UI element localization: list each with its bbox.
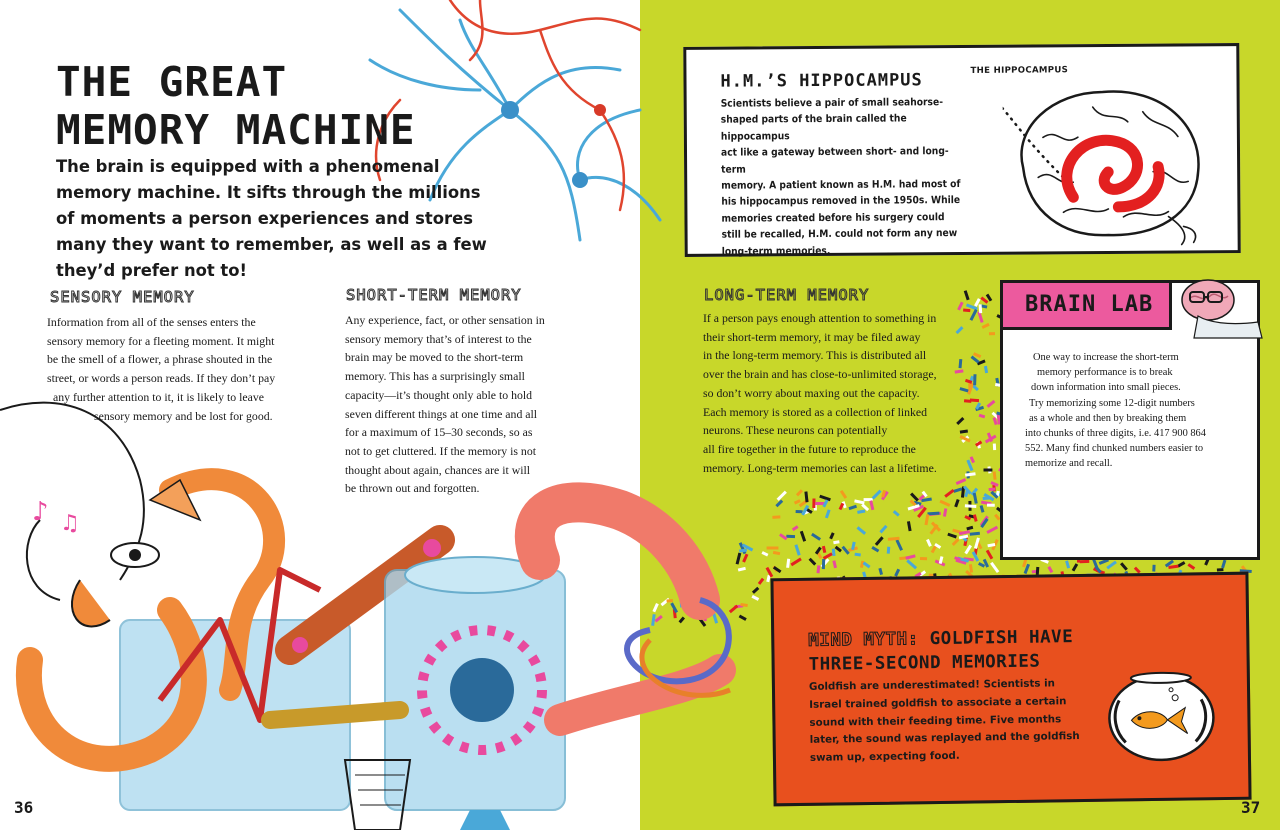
- memory-machine-illustration: [0, 390, 780, 830]
- text-line: be the smell of a flower, a phrase shouted in the: [47, 352, 273, 367]
- brain-lab-title: BRAIN LAB: [1025, 292, 1154, 317]
- intro-paragraph: The brain is equipped with a phenomenal memory machine. It sifts through the millions of moments a person experiences and stores many they want to remember, as well as a few they’d prefer not to!: [56, 157, 487, 280]
- text-line: their short-term memory, it may be filed away: [703, 329, 921, 344]
- brain-lab-header: [1000, 280, 1172, 330]
- text-line: If a person pays enough attention to something in: [703, 311, 937, 325]
- text-line: his hippocampus removed in the 1950s. While: [721, 195, 961, 209]
- goldfish-bowl-illustration: [1101, 659, 1222, 765]
- text-line: Any experience, fact, or other sensation in: [345, 313, 545, 327]
- text-line: One way to increase the short-term: [1033, 352, 1179, 363]
- text-line: Each memory is stored as a collection of linked: [703, 404, 928, 419]
- music-note-icon: ♪: [32, 497, 49, 527]
- mind-myth-text: [809, 675, 1100, 768]
- text-line: capacity—it’s thought only able to hold: [345, 387, 533, 402]
- text-line: all fire together in the future to reproduce the: [703, 441, 916, 456]
- text-line: as a whole and then by breaking them: [1029, 412, 1187, 424]
- text-line: memories created before his surgery could: [721, 211, 945, 225]
- mind-myth-headline: [808, 625, 1074, 677]
- text-line: long-term memories.: [721, 245, 831, 258]
- text-line: still be recalled, H.M. could not form any new: [721, 228, 958, 241]
- brain-scientist-illustration: [1168, 272, 1264, 340]
- mind-myth-label: MIND MYTH:: [808, 629, 919, 651]
- title-line-1: THE GREAT: [56, 58, 288, 106]
- text-line: thought about again, chances are it will: [345, 462, 531, 477]
- text-line: brain may be moved to the short-term: [345, 350, 524, 365]
- text-line: so don’t worry about maxing out the capacity.: [703, 385, 920, 400]
- text-line: Try memorizing some 12-digit numbers: [1029, 397, 1195, 409]
- mind-myth-headline-1: GOLDFISH HAVE: [929, 627, 1074, 650]
- text-line: over the brain and has close-to-unlimited storage,: [703, 367, 937, 382]
- text-line: Israel trained goldfish to associate a certain: [809, 695, 1067, 711]
- text-line: Goldfish are underestimated! Scientists in: [808, 677, 1056, 693]
- title-line-2: MEMORY MACHINE: [56, 106, 416, 154]
- hm-hippocampus-box: [683, 43, 1240, 257]
- text-line: not to get cluttered. If the memory is not: [345, 443, 536, 458]
- long-term-memory-heading: LONG-TERM MEMORY: [704, 286, 870, 304]
- text-line: memorize and recall.: [1025, 458, 1113, 470]
- text-line: street, or words a person reads. If they don’t pay: [47, 371, 276, 386]
- text-line: in the long-term memory. This is distributed all: [703, 348, 927, 363]
- mind-myth-box: [770, 572, 1251, 807]
- text-line: any further attention to it, it is likely to leave: [53, 389, 264, 404]
- text-line: sensory memory and be lost for good.: [94, 408, 273, 423]
- page-number-left: 36: [14, 798, 34, 817]
- text-line: for a maximum of 15–30 seconds, so as: [345, 425, 533, 440]
- text-line: sensory memory that’s of interest to the: [345, 331, 532, 346]
- sensory-memory-heading: SENSORY MEMORY: [50, 288, 195, 306]
- text-line: later, the sound was replayed and the goldfish: [809, 730, 1080, 747]
- text-line: memory. Long-term memories can last a lifetime.: [703, 460, 937, 475]
- text-line: sound with their feeding time. Five months: [809, 712, 1062, 729]
- page-number-right: 37: [1241, 798, 1261, 817]
- text-line: into chunks of three digits, i.e. 417 900 864: [1025, 428, 1206, 440]
- mind-myth-headline-2: THREE-SECOND MEMORIES: [808, 651, 1041, 675]
- text-line: memory. This has a surprisingly small: [345, 369, 525, 384]
- hippocampus-label: THE HIPPOCAMPUS: [970, 65, 1069, 76]
- brain-lab-text: [1025, 350, 1225, 472]
- text-line: seven different things at one time and all: [345, 406, 538, 421]
- text-line: Information from all of the senses enters the: [47, 315, 256, 329]
- short-term-memory-heading: SHORT-TERM MEMORY: [346, 286, 522, 304]
- hm-hippocampus-title: H.M.’S HIPPOCAMPUS: [720, 70, 923, 92]
- text-line: memory performance is to break: [1037, 367, 1173, 379]
- brain-hippocampus-illustration: [1002, 76, 1213, 247]
- text-line: 552. Many find chunked numbers easier to: [1025, 443, 1204, 455]
- text-line: swam up, expecting food.: [809, 749, 960, 765]
- text-line: neurons. These neurons can potentially: [703, 423, 888, 438]
- page-title: [56, 58, 416, 154]
- music-note-icon: ♫: [60, 511, 80, 536]
- text-line: Scientists believe a pair of small seahorse-: [720, 97, 944, 110]
- text-line: be thrown out and forgotten.: [345, 481, 480, 496]
- text-line: act like a gateway between short- and long-term: [720, 146, 949, 176]
- text-line: memory. A patient known as H.M. had most of: [721, 179, 961, 192]
- text-line: sensory memory for a fleeting moment. It might: [47, 333, 275, 348]
- hm-hippocampus-text: [721, 95, 972, 261]
- text-line: shaped parts of the brain called the hippocampus: [720, 113, 907, 143]
- text-line: down information into small pieces.: [1031, 382, 1181, 394]
